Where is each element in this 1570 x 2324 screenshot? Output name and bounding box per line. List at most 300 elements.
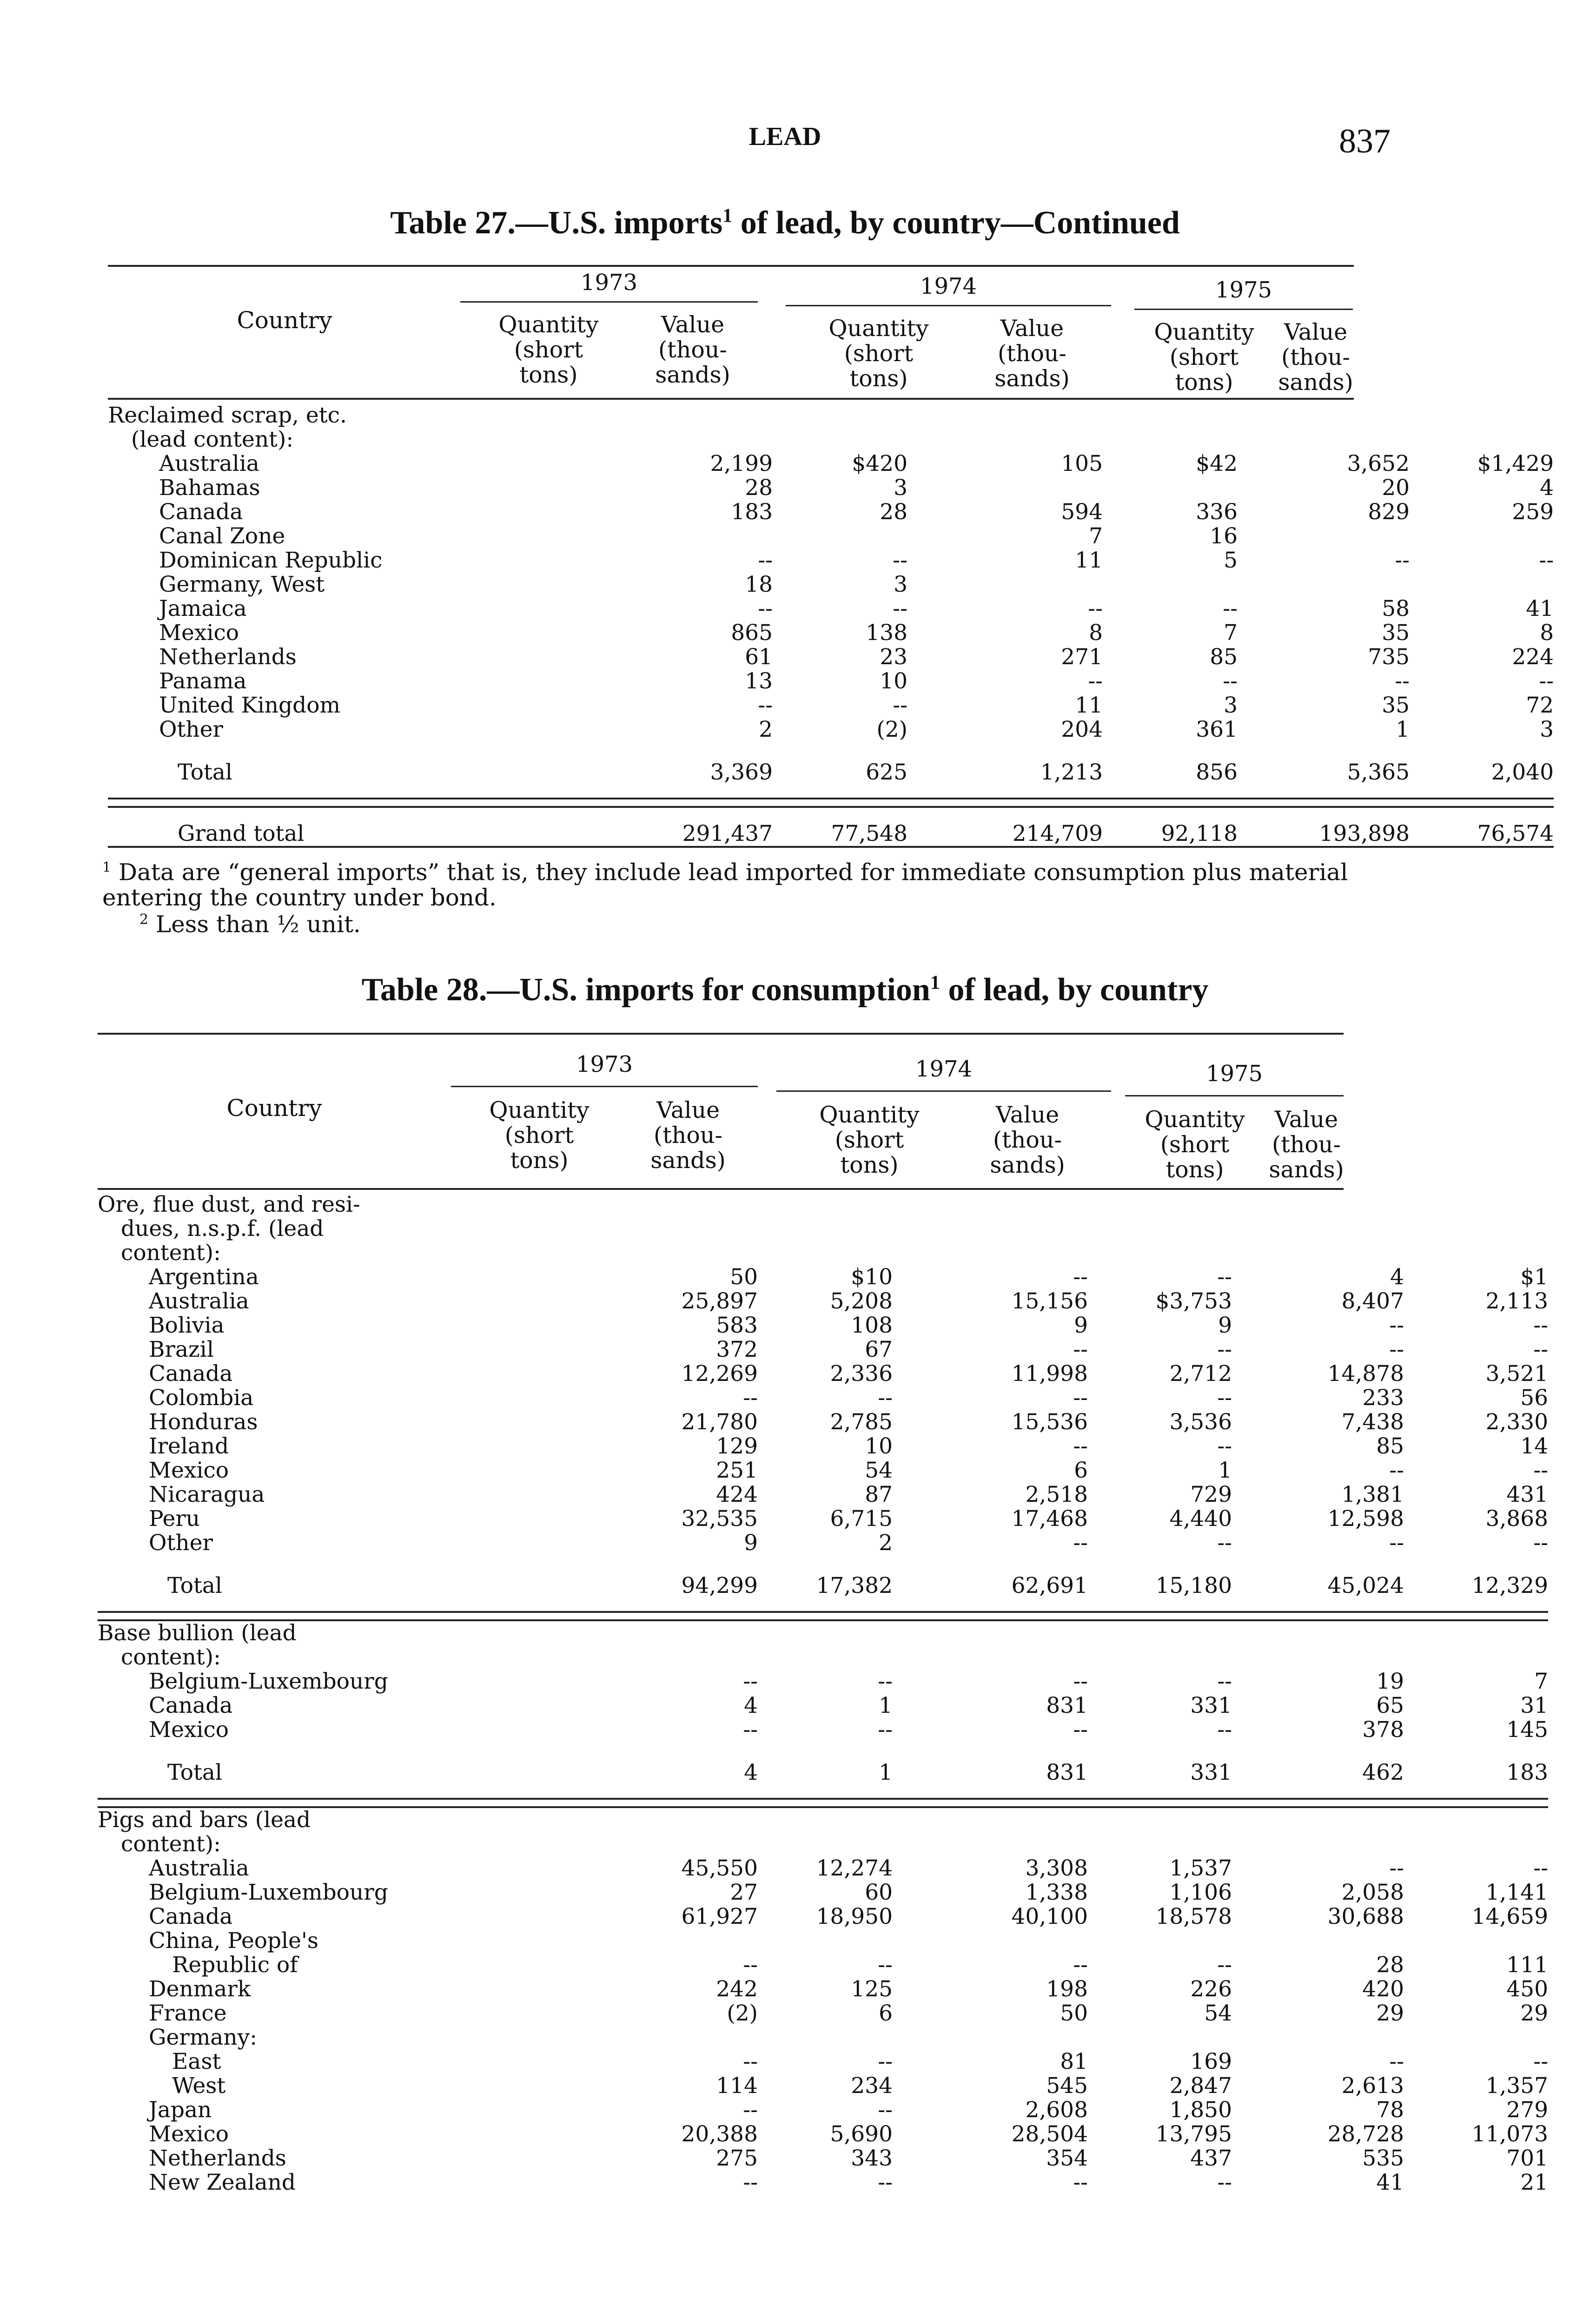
quantity-cell: 2,613: [1341, 2073, 1404, 2099]
quantity-cell: 45,024: [1327, 1573, 1404, 1598]
value-cell: --: [1217, 1717, 1232, 1743]
value-cell: 3: [1540, 717, 1554, 742]
value-cell: 331: [1190, 1693, 1232, 1718]
value-cell: 729: [1190, 1482, 1232, 1507]
quantity-cell: 61,927: [681, 1904, 758, 1929]
quantity-cell: 4: [744, 1760, 758, 1785]
country-label: Grand total: [178, 821, 305, 846]
table28-title: Table 28.—U.S. imports for consumption$^1$ of lead, by country: [361, 972, 1209, 1008]
value-cell: --: [893, 548, 908, 573]
quantity-cell: [1232, 1832, 1404, 1856]
country-label: Australia: [149, 1855, 249, 1881]
quantity-cell: [544, 1193, 758, 1217]
table-row: [98, 1905, 1548, 1929]
country-label: Belgium-Luxembourg: [149, 1880, 388, 1905]
value-cell: 21: [1520, 2170, 1548, 2195]
quantity-cell: 1,338: [1025, 1880, 1088, 1905]
quantity-cell: --: [758, 693, 773, 718]
country-label: Netherlands: [159, 644, 297, 670]
value-cell: [758, 1645, 893, 1670]
quantity-cell: 25,897: [681, 1288, 758, 1314]
value-cell: --: [1217, 1385, 1232, 1411]
table-row: [98, 1362, 1548, 1386]
quantity-cell: --: [743, 2170, 758, 2195]
value-cell: 67: [865, 1337, 893, 1362]
quantity-cell: 58: [1382, 596, 1410, 621]
value-cell: 2,113: [1485, 1288, 1548, 1314]
quantity-cell: 1,213: [1040, 759, 1103, 785]
country-label: Mexico: [149, 2121, 229, 2147]
value-cell: [1404, 1193, 1548, 1217]
quantity-cell: [1232, 1929, 1404, 1953]
value-cell: $10: [851, 1264, 893, 1290]
country-label: Canada: [149, 1361, 233, 1386]
quantity-cell: (2): [727, 2000, 758, 2026]
value-cell: 701: [1506, 2146, 1548, 2171]
value-cell: 2,330: [1485, 1409, 1548, 1435]
value-cell: 23: [880, 644, 908, 670]
country-label: Canada: [159, 499, 243, 525]
table27-quantity-1973-header: Quantity (short tons): [498, 311, 599, 388]
table27-title: Table 27.—U.S. imports$^1$ of lead, by country—Continued: [390, 205, 1180, 241]
value-cell: --: [878, 1669, 893, 1694]
quantity-cell: [544, 1807, 758, 1832]
country-label: West: [172, 2073, 226, 2099]
value-cell: --: [1533, 2049, 1548, 2074]
value-cell: 14,659: [1471, 1904, 1548, 1929]
table-row: [98, 2074, 1548, 2098]
value-cell: --: [1533, 1313, 1548, 1338]
table-row: [98, 1807, 1548, 1832]
value-cell: 1: [879, 1693, 893, 1718]
value-cell: 9: [1218, 1313, 1232, 1338]
quantity-cell: 35: [1382, 620, 1410, 646]
quantity-cell: 9: [744, 1530, 758, 1556]
value-cell: 15,180: [1155, 1573, 1232, 1598]
value-cell: 1,141: [1485, 1880, 1548, 1905]
country-label: dues, n.s.p.f. (lead: [121, 1216, 324, 1241]
table-row: [98, 1338, 1548, 1362]
quantity-cell: 198: [1046, 1976, 1088, 2002]
grand-total-row: [108, 807, 1554, 847]
quantity-cell: 11: [1075, 693, 1103, 718]
value-cell: [1088, 1645, 1232, 1670]
value-cell: --: [878, 2170, 893, 2195]
value-cell: --: [1217, 1264, 1232, 1290]
quantity-cell: 15,156: [1011, 1288, 1088, 1314]
value-cell: --: [1533, 1458, 1548, 1483]
country-label: Brazil: [149, 1337, 214, 1362]
value-cell: [1410, 428, 1554, 452]
quantity-cell: [544, 2026, 758, 2050]
value-cell: [1410, 573, 1554, 597]
quantity-cell: 372: [716, 1337, 758, 1362]
country-label: Canal Zone: [159, 523, 285, 549]
value-cell: [1088, 1241, 1232, 1265]
table-row: [98, 1929, 1548, 1953]
country-label: Belgium-Luxembourg: [149, 1669, 388, 1694]
quantity-cell: 45,550: [681, 1855, 758, 1881]
table27-country-header: Country: [237, 307, 332, 334]
value-cell: 85: [1210, 644, 1238, 670]
quantity-cell: [893, 1807, 1088, 1832]
quantity-cell: [559, 428, 773, 452]
country-label: Peru: [149, 1506, 200, 1532]
value-cell: 10: [865, 1433, 893, 1459]
quantity-cell: 15,536: [1011, 1409, 1088, 1435]
table27-body: [108, 403, 1554, 851]
country-label: Ireland: [149, 1433, 229, 1459]
value-cell: [773, 524, 908, 548]
quantity-cell: 19: [1376, 1669, 1404, 1694]
value-cell: 76,574: [1477, 821, 1554, 846]
quantity-cell: 354: [1046, 2146, 1088, 2171]
value-cell: $1: [1520, 1264, 1548, 1290]
value-cell: --: [1223, 668, 1238, 694]
value-cell: 1,850: [1169, 2097, 1232, 2123]
country-label: Republic of: [172, 1952, 298, 1978]
table28-body: [98, 1193, 1548, 2195]
value-cell: 92,118: [1161, 821, 1238, 846]
value-cell: --: [1217, 1337, 1232, 1362]
table-row: [98, 1217, 1548, 1241]
quantity-cell: 114: [716, 2073, 758, 2099]
table-row: [98, 1507, 1548, 1531]
quantity-cell: 18: [745, 572, 773, 597]
table-row: [98, 1645, 1548, 1670]
table-row: [98, 2122, 1548, 2146]
value-cell: 226: [1190, 1976, 1232, 2002]
value-cell: --: [1217, 1530, 1232, 1556]
table27-year-1975: 1975: [1215, 277, 1272, 303]
table-row: [98, 1620, 1548, 1645]
table-row: [98, 1881, 1548, 1905]
country-label: Mexico: [149, 1717, 229, 1743]
value-cell: 11,073: [1471, 2121, 1548, 2147]
value-cell: 431: [1506, 1482, 1548, 1507]
quantity-cell: --: [1073, 1530, 1088, 1556]
value-cell: [758, 1929, 893, 1953]
value-cell: 1,537: [1169, 1855, 1232, 1881]
quantity-cell: 1,381: [1341, 1482, 1404, 1507]
table-rule: [108, 799, 1554, 807]
quantity-cell: 27: [730, 1880, 758, 1905]
value-cell: [1404, 2026, 1548, 2050]
country-label: Total: [167, 1573, 222, 1598]
value-cell: 361: [1196, 717, 1238, 742]
quantity-cell: 3,369: [710, 759, 773, 785]
value-cell: 111: [1506, 1952, 1548, 1978]
quantity-cell: [893, 1193, 1088, 1217]
value-cell: 5: [1224, 548, 1238, 573]
value-cell: [1103, 403, 1238, 428]
quantity-cell: 65: [1376, 1693, 1404, 1718]
quantity-cell: [908, 476, 1103, 500]
value-cell: --: [1539, 668, 1554, 694]
table28-year-1973: 1973: [576, 1051, 633, 1077]
quantity-cell: --: [743, 1385, 758, 1411]
quantity-cell: 7,438: [1341, 1409, 1404, 1435]
value-cell: 54: [865, 1458, 893, 1483]
value-cell: [1103, 428, 1238, 452]
table28-header-rule: [98, 1188, 1344, 1190]
table-row: [98, 1241, 1548, 1265]
value-cell: [758, 1807, 893, 1832]
country-label: content):: [121, 1240, 221, 1266]
value-cell: 1: [1218, 1458, 1232, 1483]
value-cell: 5,690: [830, 2121, 893, 2147]
table-row: [98, 1289, 1548, 1314]
quantity-cell: 20: [1382, 475, 1410, 501]
quantity-cell: [1232, 1217, 1404, 1241]
quantity-cell: 2,199: [710, 451, 773, 476]
table27-year-1973: 1973: [580, 270, 638, 296]
quantity-cell: 129: [716, 1433, 758, 1459]
quantity-cell: --: [1073, 1717, 1088, 1743]
table-row: [108, 452, 1554, 476]
value-cell: (2): [876, 717, 908, 742]
quantity-cell: 242: [716, 1976, 758, 2002]
quantity-cell: 378: [1362, 1717, 1404, 1743]
table-row: [98, 2098, 1548, 2122]
value-cell: --: [1539, 548, 1554, 573]
value-cell: [758, 1217, 893, 1241]
table28-quantity-1975-header: Quantity (short tons): [1145, 1106, 1245, 1183]
table28-country-header: Country: [226, 1095, 322, 1122]
quantity-cell: 251: [716, 1458, 758, 1483]
table-row: [108, 548, 1554, 573]
value-cell: 60: [865, 1880, 893, 1905]
table27-value-1973-header: Value (thou- sands): [655, 311, 730, 388]
value-cell: 72: [1526, 693, 1554, 718]
quantity-cell: 424: [716, 1482, 758, 1507]
quantity-cell: 831: [1046, 1760, 1088, 1785]
value-cell: 331: [1190, 1760, 1232, 1785]
table27-quantity-1974-header: Quantity (short tons): [828, 315, 929, 392]
quantity-cell: 865: [731, 620, 773, 646]
quantity-cell: --: [1389, 1855, 1404, 1881]
value-cell: 77,548: [831, 821, 908, 846]
value-cell: --: [1217, 1952, 1232, 1978]
quantity-cell: 11,998: [1011, 1361, 1088, 1386]
quantity-cell: 35: [1382, 693, 1410, 718]
value-cell: 4,440: [1169, 1506, 1232, 1532]
value-cell: 2: [879, 1530, 893, 1556]
quantity-cell: --: [1389, 1337, 1404, 1362]
quantity-cell: [1238, 428, 1410, 452]
quantity-cell: 5,365: [1347, 759, 1410, 785]
table-row: [108, 645, 1554, 669]
value-cell: 14: [1520, 1433, 1548, 1459]
value-cell: 3: [1224, 693, 1238, 718]
quantity-cell: [893, 1645, 1088, 1670]
quantity-cell: 183: [731, 499, 773, 525]
table27-footnote-1: $^1$ Data are “general imports” that is, they include lead imported for immediate consumption plus material entering the country under bond.: [102, 858, 1348, 911]
quantity-cell: 583: [716, 1313, 758, 1338]
country-label: Total: [178, 759, 232, 785]
value-cell: [1404, 1645, 1548, 1670]
quantity-cell: 545: [1046, 2073, 1088, 2099]
value-cell: [1404, 1832, 1548, 1856]
quantity-cell: --: [743, 2097, 758, 2123]
country-label: Denmark: [149, 1976, 251, 2002]
value-cell: 5,208: [830, 1288, 893, 1314]
value-cell: 138: [866, 620, 908, 646]
quantity-cell: 8,407: [1341, 1288, 1404, 1314]
quantity-cell: [1232, 1620, 1404, 1645]
value-cell: 3: [894, 475, 908, 501]
quantity-cell: 735: [1368, 644, 1410, 670]
quantity-cell: 2,518: [1025, 1482, 1088, 1507]
quantity-cell: 11: [1075, 548, 1103, 573]
quantity-cell: [1232, 2026, 1404, 2050]
value-cell: 4: [1540, 475, 1554, 501]
country-label: Total: [167, 1760, 222, 1785]
value-cell: 336: [1196, 499, 1238, 525]
quantity-cell: --: [1073, 1385, 1088, 1411]
quantity-cell: --: [758, 548, 773, 573]
country-label: Ore, flue dust, and resi-: [98, 1192, 360, 1217]
quantity-cell: 420: [1362, 1976, 1404, 2002]
table27-header-rule: [108, 398, 1354, 400]
value-cell: 31: [1520, 1693, 1548, 1718]
table-row: [98, 2171, 1548, 2195]
table-row: [98, 1694, 1548, 1718]
value-cell: [1103, 476, 1238, 500]
value-cell: --: [1217, 1433, 1232, 1459]
country-label: Australia: [159, 451, 259, 476]
value-cell: [1088, 1620, 1232, 1645]
country-label: Canada: [149, 1904, 233, 1929]
value-cell: [1088, 1217, 1232, 1241]
quantity-cell: 20,388: [681, 2121, 758, 2147]
quantity-cell: [1232, 1193, 1404, 1217]
table-row: [98, 2026, 1548, 2050]
quantity-cell: --: [1073, 1264, 1088, 1290]
quantity-cell: 28,728: [1327, 2121, 1404, 2147]
value-cell: 169: [1190, 2049, 1232, 2074]
quantity-cell: 12,598: [1327, 1506, 1404, 1532]
value-cell: [758, 2026, 893, 2050]
value-cell: [1410, 524, 1554, 548]
quantity-cell: --: [1389, 1313, 1404, 1338]
quantity-cell: [544, 1620, 758, 1645]
quantity-cell: 41: [1376, 2170, 1404, 2195]
value-cell: [758, 1832, 893, 1856]
value-cell: 3: [894, 572, 908, 597]
value-cell: --: [878, 1385, 893, 1411]
value-cell: 6: [879, 2000, 893, 2026]
table28-top-rule: [98, 1033, 1344, 1035]
value-cell: [1404, 1807, 1548, 1832]
value-cell: 7: [1534, 1669, 1548, 1694]
value-cell: 29: [1520, 2000, 1548, 2026]
value-cell: 2,785: [830, 1409, 893, 1435]
country-label: Australia: [149, 1288, 249, 1314]
country-label: Dominican Republic: [159, 548, 383, 573]
value-cell: [1088, 1193, 1232, 1217]
value-cell: [1404, 1217, 1548, 1241]
quantity-cell: --: [1395, 668, 1410, 694]
quantity-cell: [1232, 1807, 1404, 1832]
table27-year-1974: 1974: [920, 273, 977, 299]
value-cell: 259: [1512, 499, 1554, 525]
quantity-cell: 62,691: [1011, 1573, 1088, 1598]
country-label: Bahamas: [159, 475, 260, 501]
quantity-cell: [1238, 524, 1410, 548]
table-row: [108, 403, 1554, 428]
quantity-cell: 3,308: [1025, 1855, 1088, 1881]
quantity-cell: 3,652: [1347, 451, 1410, 476]
table-row: [98, 1434, 1548, 1459]
quantity-cell: 94,299: [681, 1573, 758, 1598]
country-label: Bolivia: [149, 1313, 225, 1338]
quantity-cell: --: [743, 1669, 758, 1694]
quantity-cell: 4: [744, 1693, 758, 1718]
value-cell: --: [893, 693, 908, 718]
value-cell: 279: [1506, 2097, 1548, 2123]
quantity-cell: [544, 1241, 758, 1265]
value-cell: 450: [1506, 1976, 1548, 2002]
quantity-cell: [893, 1929, 1088, 1953]
value-cell: --: [1533, 1337, 1548, 1362]
country-label: Netherlands: [149, 2146, 286, 2171]
value-cell: 437: [1190, 2146, 1232, 2171]
value-cell: [773, 428, 908, 452]
country-label: New Zealand: [149, 2170, 296, 2195]
table28-rule-1973: [451, 1086, 758, 1087]
country-label: Japan: [149, 2097, 212, 2123]
value-cell: 54: [1204, 2000, 1232, 2026]
quantity-cell: 462: [1362, 1760, 1404, 1785]
quantity-cell: 2: [759, 717, 773, 742]
value-cell: 856: [1196, 759, 1238, 785]
country-label: Reclaimed scrap, etc.: [108, 403, 347, 428]
value-cell: 3,868: [1485, 1506, 1548, 1532]
quantity-cell: [893, 2026, 1088, 2050]
quantity-cell: 78: [1376, 2097, 1404, 2123]
quantity-cell: --: [758, 596, 773, 621]
table-row: [98, 1832, 1548, 1856]
value-cell: 343: [851, 2146, 893, 2171]
quantity-cell: [893, 1620, 1088, 1645]
value-cell: 125: [851, 1976, 893, 2002]
value-cell: [1088, 1807, 1232, 1832]
table-row: [108, 597, 1554, 621]
value-cell: 625: [866, 759, 908, 785]
table28-year-1975: 1975: [1206, 1061, 1263, 1087]
table-row: [108, 524, 1554, 548]
quantity-cell: 12,269: [681, 1361, 758, 1386]
country-label: Germany:: [149, 2025, 258, 2050]
quantity-cell: --: [1395, 548, 1410, 573]
quantity-cell: 291,437: [682, 821, 773, 846]
quantity-cell: 275: [716, 2146, 758, 2171]
quantity-cell: 50: [1060, 2000, 1088, 2026]
value-cell: 12,329: [1471, 1573, 1548, 1598]
table27-rule-1973: [460, 301, 758, 303]
country-label: Colombia: [149, 1385, 254, 1411]
table-row: [98, 2050, 1548, 2074]
value-cell: --: [878, 2097, 893, 2123]
quantity-cell: 4: [1390, 1264, 1404, 1290]
table-row: [98, 1459, 1548, 1483]
value-cell: --: [1223, 596, 1238, 621]
table-row: [98, 1953, 1548, 1977]
value-cell: 2,040: [1491, 759, 1554, 785]
value-cell: 13,795: [1155, 2121, 1232, 2147]
table-row: [98, 1265, 1548, 1289]
